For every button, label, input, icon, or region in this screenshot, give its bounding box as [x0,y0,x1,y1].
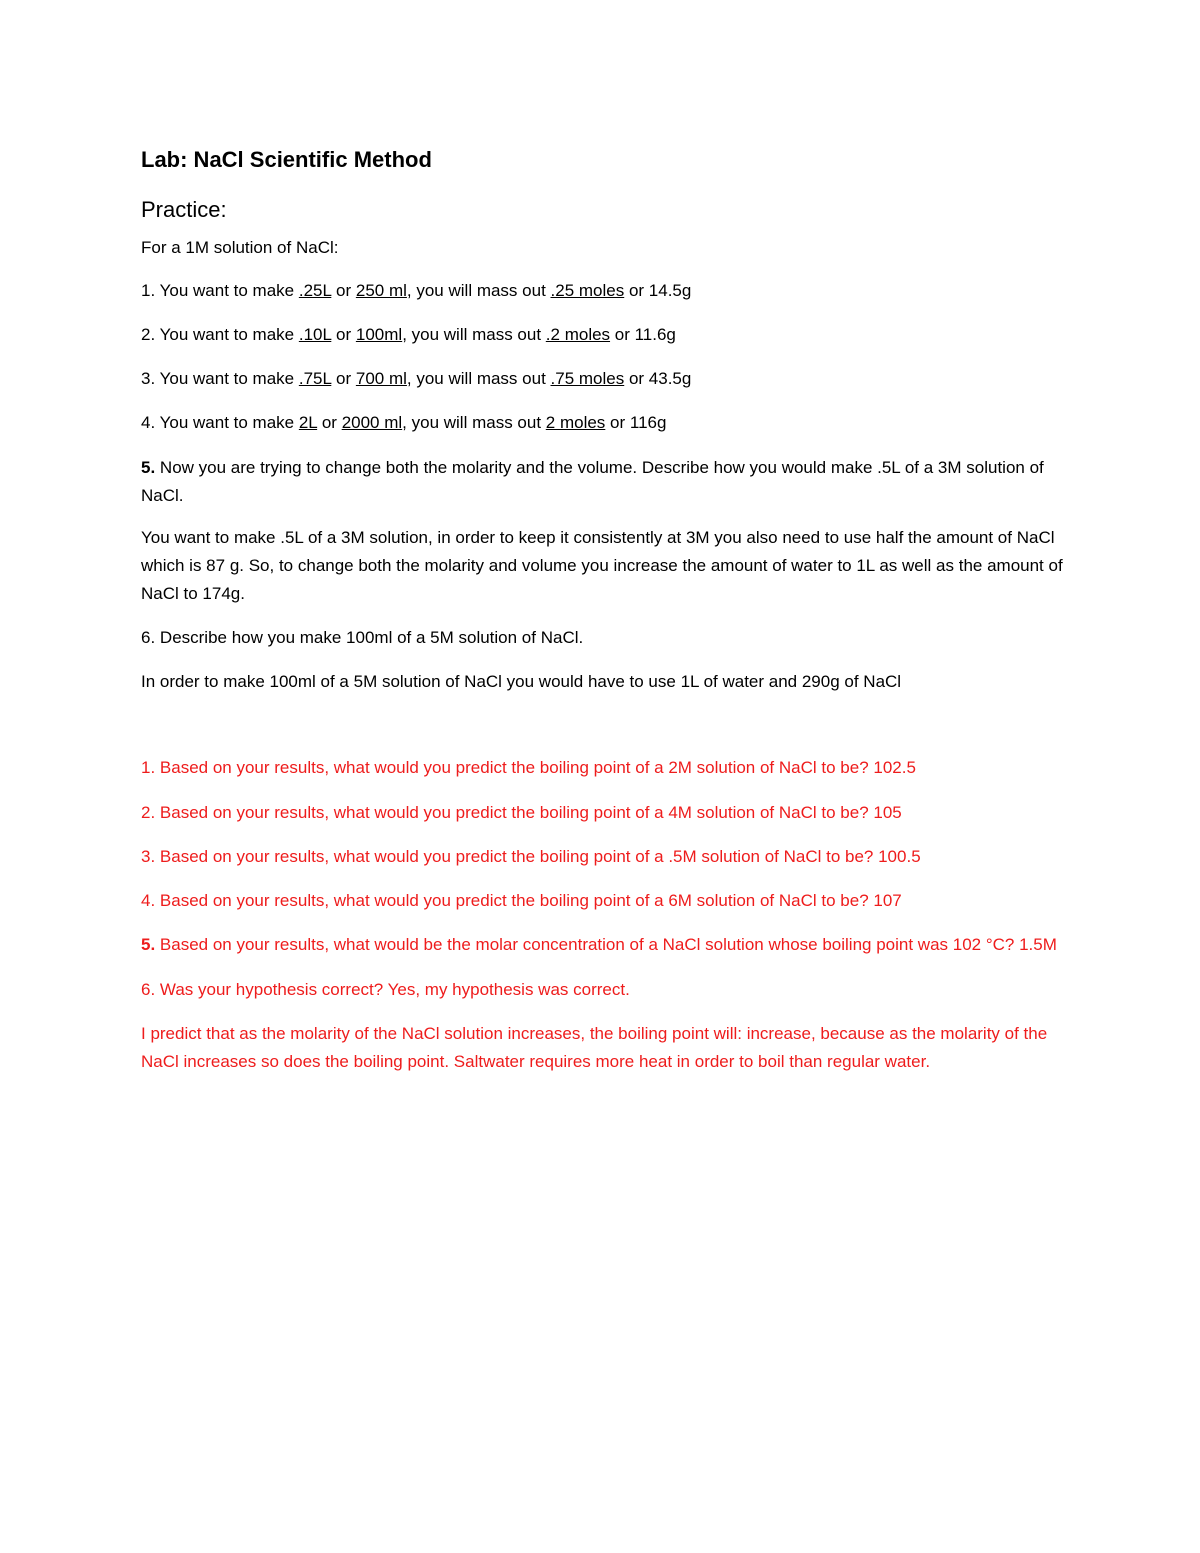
answer-milliliters: 700 ml [355,369,407,388]
practice-item: 2. You want to make .10L or 100ml, you will mass out .2 moles or 11.6g [141,325,676,344]
answer-moles: .75 moles [550,369,625,388]
practice-item: 1. You want to make .25L or 250 ml, you will mass out .25 moles or 14.5g [141,281,692,300]
answer-moles: .25 moles [550,281,625,300]
item-number: 2. [141,325,156,344]
answer-moles: 2 moles [545,413,606,432]
intro-text: For a 1M solution of NaCl: [141,238,339,257]
item-number: 1. [141,281,156,300]
item-number: 6. [141,628,156,647]
answer-milliliters: 250 ml [355,281,407,300]
answer-liters: .25L [298,281,332,300]
page-title: Lab: NaCl Scientific Method [141,147,432,172]
answer-liters: .10L [298,325,332,344]
result-question: 4. Based on your results, what would you predict the boiling point of a 6M solution of NaCl to be? 107 [141,891,902,910]
item-number: 3. [141,369,156,388]
item-number: 6. [141,980,156,999]
item-number: 1. [141,758,156,777]
item-number: 4. [141,891,156,910]
result-question: 6. Was your hypothesis correct? Yes, my hypothesis was correct. [141,980,630,999]
item-number: 4. [141,413,156,432]
answer-moles: .2 moles [545,325,611,344]
answer-milliliters: 2000 ml [341,413,403,432]
practice-item: 3. You want to make .75L or 700 ml, you will mass out .75 moles or 43.5g [141,369,692,388]
result-question: 1. Based on your results, what would you predict the boiling point of a 2M solution of NaCl to be? 102.5 [141,758,916,777]
practice-item: 4. You want to make 2L or 2000 ml, you will mass out 2 moles or 116g [141,413,667,432]
answer-5: You want to make .5L of a 3M solution, in order to keep it consistently at 3M you also need to use half the amount of NaCl which is 87 g. So, to change both the molarity and volume you increase the amount of water to 1L as well as the amount of NaCl to 174g. [141,528,1063,603]
document-content [141,140,1066,1076]
answer-6: In order to make 100ml of a 5M solution of NaCl you would have to use 1L of water and 290g of NaCl [141,672,902,691]
result-question: 3. Based on your results, what would you predict the boiling point of a .5M solution of NaCl to be? 100.5 [141,847,921,866]
result-question: 5. Based on your results, what would be the molar concentration of a NaCl solution whose boiling point was 102 °C? 1.5M [141,935,1057,954]
item-number: 2. [141,803,156,822]
question-6: 6. Describe how you make 100ml of a 5M solution of NaCl. [141,628,584,647]
question-5: 5. Now you are trying to change both the molarity and the volume. Describe how you would make .5L of a 3M solution of NaCl. [141,458,1044,505]
prediction-text: I predict that as the molarity of the NaCl solution increases, the boiling point will: increase, because as the molarity of the NaCl increases so does the boiling point. Saltwater requires more heat in order to boil than regular water. [141,1024,1048,1071]
item-number: 5. [141,935,156,954]
answer-liters: .75L [298,369,332,388]
result-question: 2. Based on your results, what would you predict the boiling point of a 4M solution of NaCl to be? 105 [141,803,902,822]
item-number: 5. [141,458,156,477]
item-number: 3. [141,847,156,866]
answer-liters: 2L [298,413,318,432]
section-heading: Practice: [141,197,227,222]
answer-milliliters: 100ml [355,325,403,344]
